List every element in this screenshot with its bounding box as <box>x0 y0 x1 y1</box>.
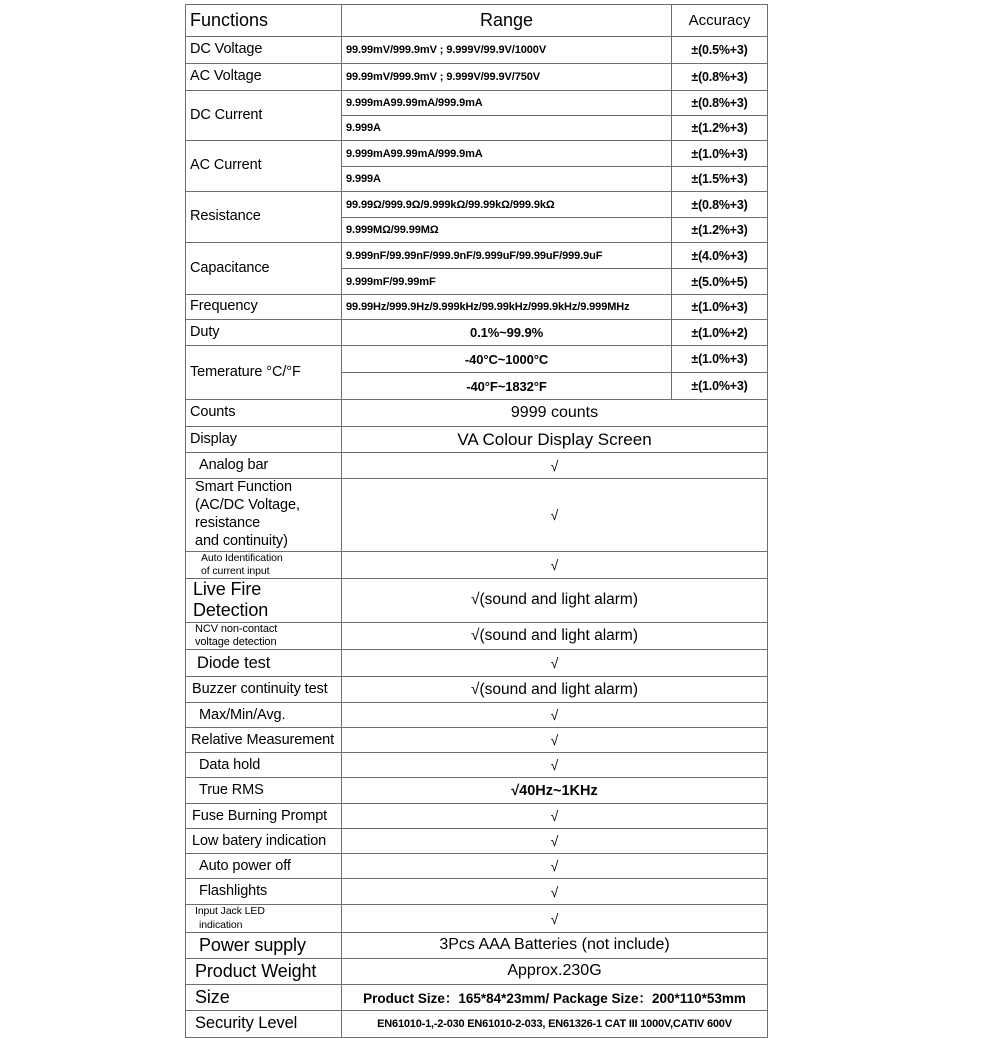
row-range-resistance-1: 99.99Ω/999.9Ω/9.999kΩ/99.99kΩ/999.9kΩ <box>342 192 672 218</box>
table-row <box>186 64 768 91</box>
row-value-buzzer-continuity: √(sound and light alarm) <box>342 677 768 703</box>
row-accuracy-dc-current-1: ±(0.8%+3) <box>672 91 768 116</box>
row-value-fuse-burning-prompt: √ <box>342 804 768 829</box>
row-label-counts: Counts <box>186 400 342 427</box>
row-label-product-weight: Product Weight <box>186 958 342 984</box>
row-label-max-min-avg: Max/Min/Avg. <box>186 703 342 728</box>
row-range-temperature-2: -40°F~1832°F <box>342 373 672 400</box>
row-range-duty: 0.1%~99.9% <box>342 320 672 346</box>
row-label-analog-bar: Analog bar <box>186 453 342 479</box>
table-row <box>186 346 768 373</box>
table-row <box>186 453 768 479</box>
table-row <box>186 37 768 64</box>
row-value-low-battery-indication: √ <box>342 829 768 854</box>
row-label-ncv <box>186 622 342 650</box>
row-value-flashlights: √ <box>342 879 768 905</box>
table-row <box>186 879 768 905</box>
row-label-relative-measurement: Relative Measurement <box>186 728 342 753</box>
table-row <box>186 243 768 269</box>
row-label-ac-current: AC Current <box>186 141 342 192</box>
row-label-size: Size <box>186 984 342 1010</box>
row-accuracy-frequency: ±(1.0%+3) <box>672 295 768 320</box>
row-label-auto-power-off: Auto power off <box>186 854 342 879</box>
row-value-product-weight: Approx.230G <box>342 958 768 984</box>
row-accuracy-dc-current-2: ±(1.2%+3) <box>672 116 768 141</box>
row-accuracy-ac-current-1: ±(1.0%+3) <box>672 141 768 167</box>
table-header-row <box>186 5 768 37</box>
row-label-diode-test: Diode test <box>186 650 342 677</box>
row-range-capacitance-1: 9.999nF/99.99nF/999.9nF/9.999uF/99.99uF/999.9uF <box>342 243 672 269</box>
row-accuracy-temperature-1: ±(1.0%+3) <box>672 346 768 373</box>
row-value-relative-measurement: √ <box>342 728 768 753</box>
table-row <box>186 650 768 677</box>
row-value-max-min-avg: √ <box>342 703 768 728</box>
row-accuracy-capacitance-2: ±(5.0%+5) <box>672 269 768 295</box>
row-value-auto-identification: √ <box>342 551 768 578</box>
row-label-buzzer-continuity: Buzzer continuity test <box>186 677 342 703</box>
row-accuracy-ac-voltage: ±(0.8%+3) <box>672 64 768 91</box>
row-value-true-rms: √40Hz~1KHz <box>342 778 768 804</box>
row-range-capacitance-2: 9.999mF/99.99mF <box>342 269 672 295</box>
column-header-range: Range <box>342 5 672 37</box>
row-value-counts: 9999 counts <box>342 400 768 427</box>
table-row <box>186 141 768 167</box>
row-label-low-battery-indication: Low batery indication <box>186 829 342 854</box>
row-label-frequency: Frequency <box>186 295 342 320</box>
row-accuracy-dc-voltage: ±(0.5%+3) <box>672 37 768 64</box>
row-accuracy-capacitance-1: ±(4.0%+3) <box>672 243 768 269</box>
row-accuracy-duty: ±(1.0%+2) <box>672 320 768 346</box>
table-row <box>186 551 768 578</box>
table-row <box>186 958 768 984</box>
table-row <box>186 91 768 116</box>
row-value-power-supply: 3Pcs AAA Batteries (not include) <box>342 932 768 958</box>
row-range-temperature-1: -40°C~1000°C <box>342 346 672 373</box>
row-value-live-fire-detection: √(sound and light alarm) <box>342 579 768 622</box>
row-range-ac-current-2: 9.999A <box>342 167 672 192</box>
row-value-analog-bar: √ <box>342 453 768 479</box>
smart-function-line-1: Smart Function <box>195 479 292 495</box>
table-row <box>186 579 768 622</box>
auto-identification-line-1: Auto Identification <box>201 551 283 564</box>
table-row <box>186 753 768 778</box>
row-label-input-jack-led <box>186 905 342 932</box>
specification-table <box>185 4 768 1038</box>
row-label-display: Display <box>186 427 342 453</box>
smart-function-line-2: (AC/DC Voltage, <box>195 496 300 513</box>
table-row <box>186 829 768 854</box>
row-accuracy-resistance-2: ±(1.2%+3) <box>672 218 768 243</box>
row-label-dc-voltage: DC Voltage <box>186 37 342 64</box>
auto-identification-line-2: of current input <box>201 565 270 577</box>
row-label-dc-current: DC Current <box>186 91 342 141</box>
row-range-ac-voltage: 99.99mV/999.9mV ; 9.999V/99.9V/750V <box>342 64 672 91</box>
row-accuracy-temperature-2: ±(1.0%+3) <box>672 373 768 400</box>
row-value-ncv: √(sound and light alarm) <box>342 622 768 650</box>
row-label-power-supply: Power supply <box>186 932 342 958</box>
row-value-security-level: EN61010-1,-2-030 EN61010-2-033, EN61326-1 CAT III 1000V,CATIV 600V <box>342 1010 768 1037</box>
table-row <box>186 677 768 703</box>
column-header-functions: Functions <box>186 5 342 37</box>
row-value-data-hold: √ <box>342 753 768 778</box>
row-range-dc-voltage: 99.99mV/999.9mV ; 9.999V/99.9V/1000V <box>342 37 672 64</box>
row-label-smart-function <box>186 479 342 552</box>
row-value-auto-power-off: √ <box>342 854 768 879</box>
row-range-dc-current-2: 9.999A <box>342 116 672 141</box>
row-label-temperature: Temerature °C/°F <box>186 346 342 400</box>
row-label-data-hold: Data hold <box>186 753 342 778</box>
row-label-duty: Duty <box>186 320 342 346</box>
row-label-flashlights: Flashlights <box>186 879 342 905</box>
table-row <box>186 1010 768 1037</box>
row-value-diode-test: √ <box>342 650 768 677</box>
table-row <box>186 854 768 879</box>
row-range-dc-current-1: 9.999mA99.99mA/999.9mA <box>342 91 672 116</box>
table-row <box>186 479 768 552</box>
row-accuracy-resistance-1: ±(0.8%+3) <box>672 192 768 218</box>
table-row <box>186 427 768 453</box>
column-header-accuracy: Accuracy <box>672 5 768 37</box>
row-accuracy-ac-current-2: ±(1.5%+3) <box>672 167 768 192</box>
table-row <box>186 932 768 958</box>
row-value-input-jack-led: √ <box>342 905 768 932</box>
table-row <box>186 804 768 829</box>
table-row <box>186 905 768 932</box>
row-value-size: Product Size：165*84*23mm/ Package Size：200*110*53mm <box>342 984 768 1010</box>
ncv-line-2: voltage detection <box>195 636 277 648</box>
row-value-smart-function: √ <box>342 479 768 552</box>
ncv-line-1: NCV non-contact <box>195 622 278 635</box>
table-row <box>186 295 768 320</box>
table-row <box>186 320 768 346</box>
row-label-security-level: Security Level <box>186 1010 342 1037</box>
row-label-resistance: Resistance <box>186 192 342 243</box>
table-row <box>186 622 768 650</box>
table-row <box>186 778 768 804</box>
row-label-live-fire-detection: Live Fire Detection <box>186 579 342 622</box>
row-label-ac-voltage: AC Voltage <box>186 64 342 91</box>
table-row <box>186 703 768 728</box>
table-row <box>186 400 768 427</box>
row-label-auto-identification <box>186 551 342 578</box>
row-value-display: VA Colour Display Screen <box>342 427 768 453</box>
row-label-fuse-burning-prompt: Fuse Burning Prompt <box>186 804 342 829</box>
table-row <box>186 984 768 1010</box>
table-row <box>186 192 768 218</box>
input-jack-led-line-1: Input Jack LED <box>195 905 265 918</box>
table-row <box>186 728 768 753</box>
row-range-frequency: 99.99Hz/999.9Hz/9.999kHz/99.99kHz/999.9kHz/9.999MHz <box>342 295 672 320</box>
row-label-true-rms: True RMS <box>186 778 342 804</box>
smart-function-line-3: resistance <box>195 514 261 531</box>
input-jack-led-line-2: indication <box>199 918 243 931</box>
row-range-resistance-2: 9.999MΩ/99.99MΩ <box>342 218 672 243</box>
row-label-capacitance: Capacitance <box>186 243 342 295</box>
row-range-ac-current-1: 9.999mA99.99mA/999.9mA <box>342 141 672 167</box>
smart-function-line-4: and continuity) <box>195 532 288 549</box>
